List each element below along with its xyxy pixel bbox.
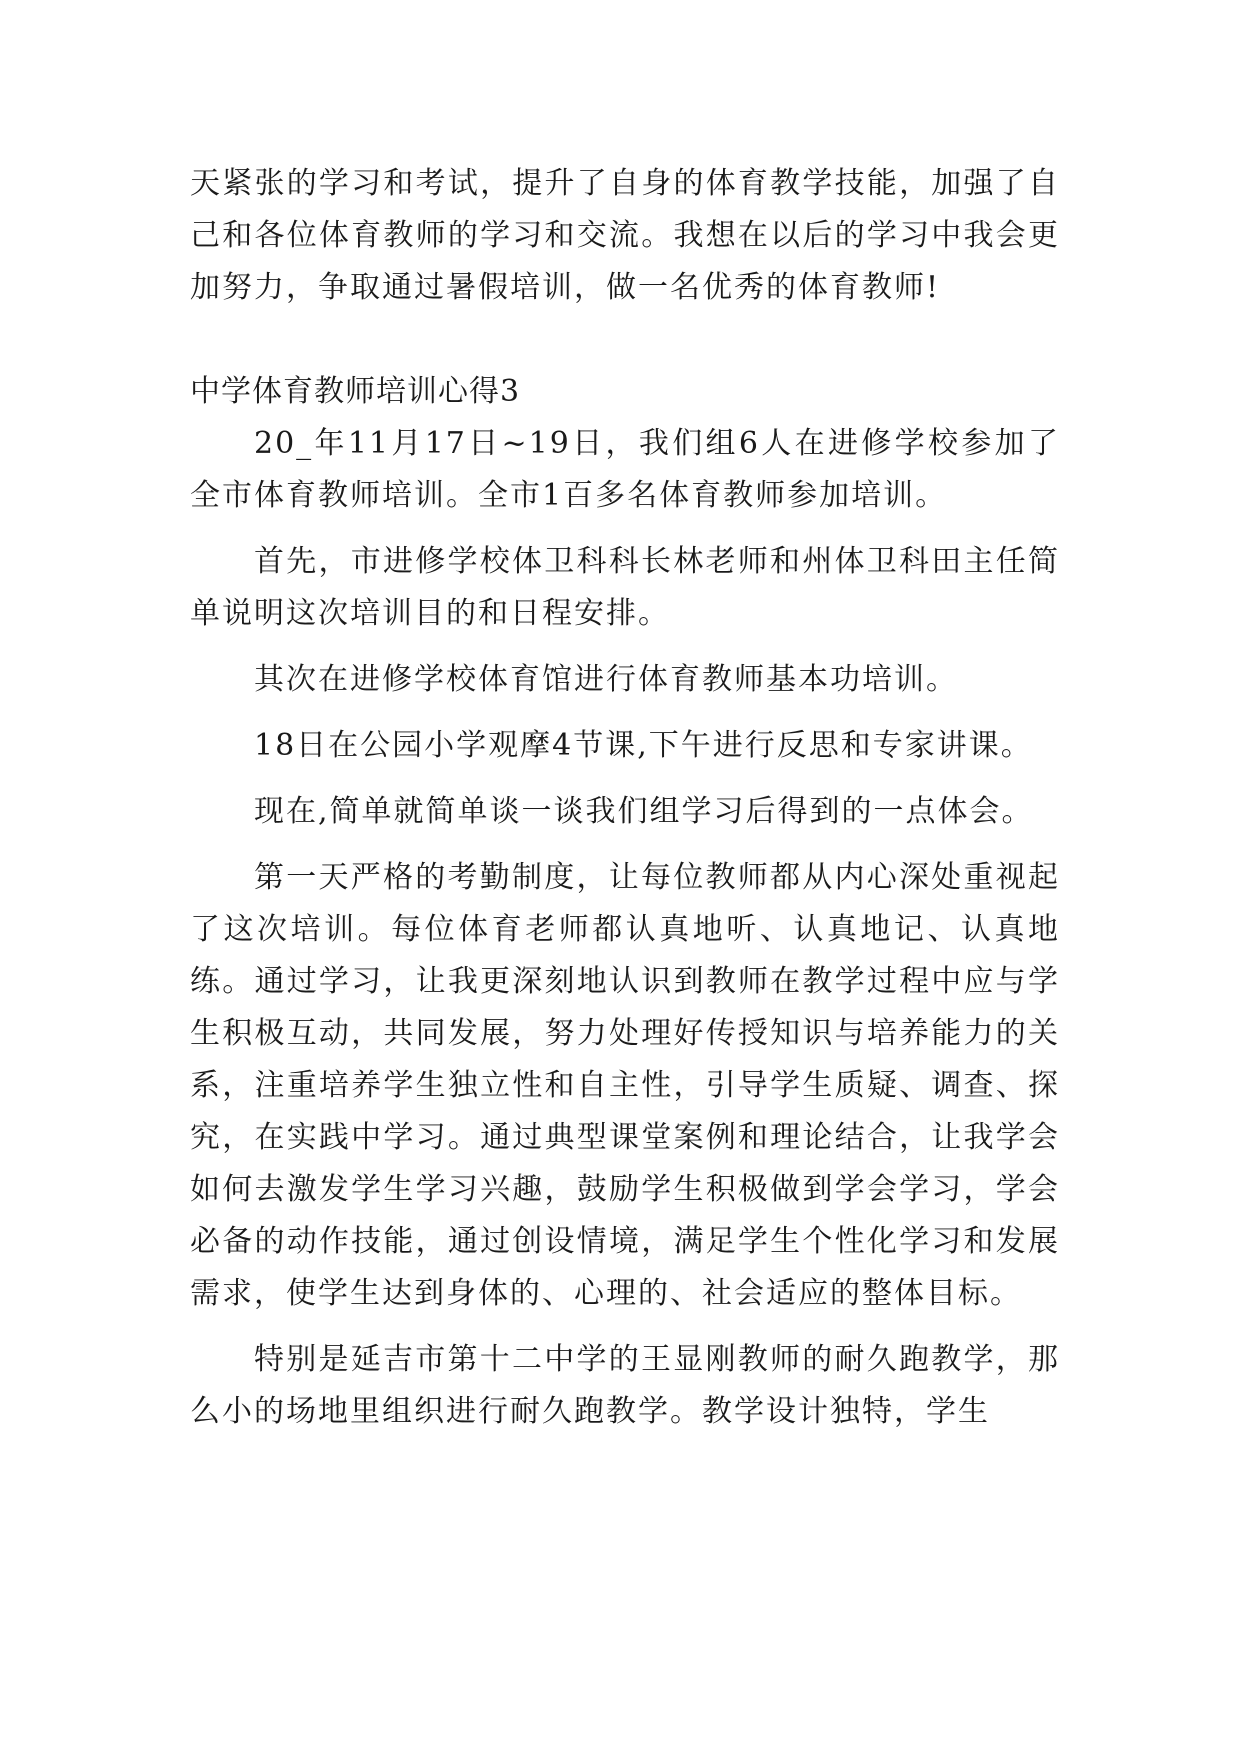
paragraph-opening-remarks: 首先，市进修学校体卫科科长林老师和州体卫科田主任简单说明这次培训目的和日程安排。 <box>190 544 1060 631</box>
section-title: 中学体育教师培训心得3 <box>190 374 521 409</box>
paragraph-reflection-intro: 现在,简单就简单谈一谈我们组学习后得到的一点体会。 <box>254 794 1034 829</box>
paragraph-training-dates: 20_年11月17日~19日，我们组6人在进修学校参加了全市体育教师培训。全市1百多名体育教师参加培训。 <box>190 426 1060 513</box>
paragraph-endurance-run: 特别是延吉市第十二中学的王显刚教师的耐久跑教学，那么小的场地里组织进行耐久跑教学。教学设计独特，学生 <box>190 1342 1060 1429</box>
opening-paragraph: 天紧张的学习和考试，提升了自身的体育教学技能，加强了自己和各位体育教师的学习和交流。我想在以后的学习中我会更加努力，争取通过暑假培训，做一名优秀的体育教师! <box>190 166 1060 305</box>
paragraph-basic-skills: 其次在进修学校体育馆进行体育教师基本功培训。 <box>254 662 958 697</box>
paragraph-observation: 18日在公园小学观摩4节课,下午进行反思和专家讲课。 <box>254 728 1033 763</box>
paragraph-first-day: 第一天严格的考勤制度，让每位教师都从内心深处重视起了这次培训。每位体育老师都认真地听、认真地记、认真地练。通过学习，让我更深刻地认识到教师在教学过程中应与学生积极互动，共同发展，努力处理好传授知识与培养能力的关系，注重培养学生独立性和自主性，引导学生质疑、调查、探究，在实践中学习。通过典型课堂案例和理论结合，让我学会如何去激发学生学习兴趣，鼓励学生积极做到学会学习，学会必备的动作技能，通过创设情境，满足学生个性化学习和发展需求，使学生达到身体的、心理的、社会适应的整体目标。 <box>190 860 1060 1311</box>
document-body <box>190 158 1060 1438</box>
